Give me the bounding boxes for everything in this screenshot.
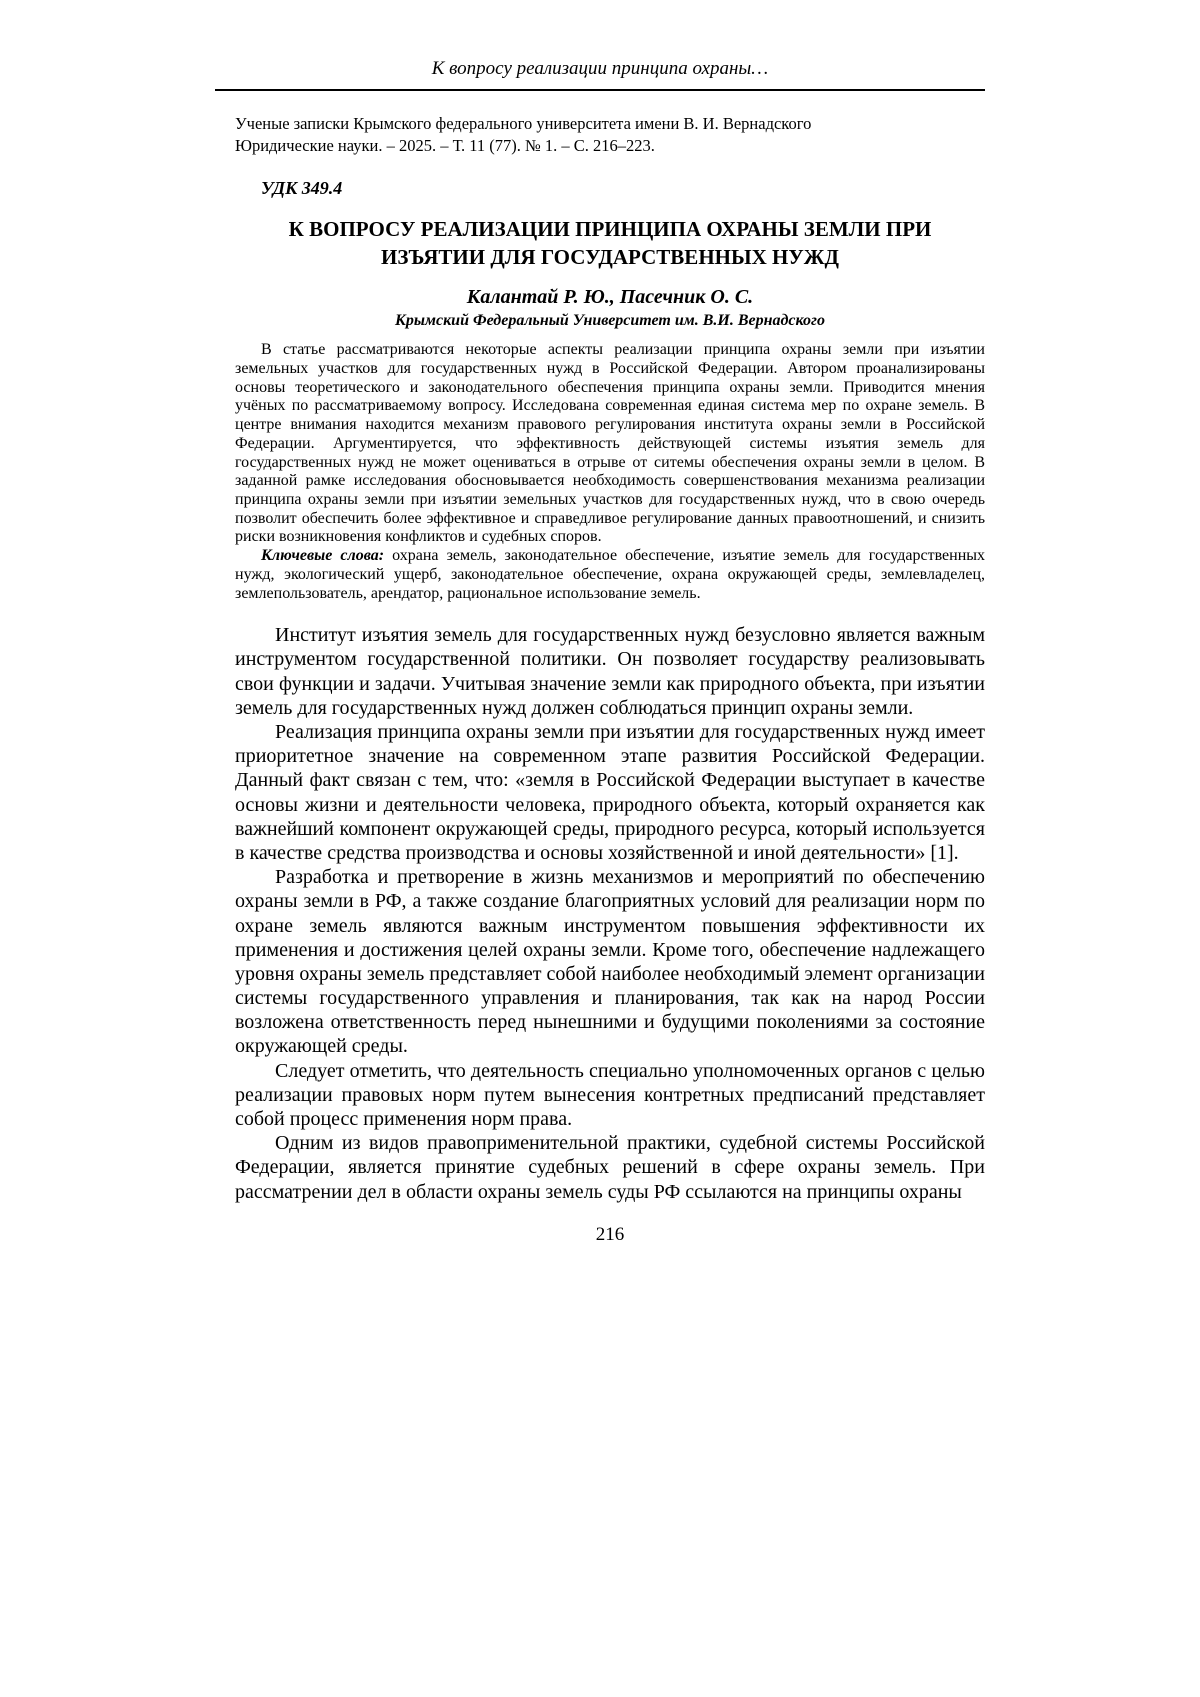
page-number: 216	[595, 1223, 625, 1245]
keywords-paragraph	[235, 547, 985, 603]
article-body	[235, 623, 985, 1204]
abstract-text: В статье рассматриваются некоторые аспекты реализации принципа охраны земли при изъятии земельных участков для государственных нужд в Российской Федерации. Автором проанализированы основы теоретического и законодательного обеспечения принципа охраны земли. Приводится мнения учёных по рассматриваемому вопросу. Исследована современная единая система мер по охране земель. В центре внимания находится механизм правового регулирования института охраны земли в Российской Федерации. Аргументируется, что эффективность действующей системы изъятия земель для государственных нужд не может оцениваться в отрыве от ситемы обеспечения охраны земли в целом. В заданной рамке исследования обосновывается необходимость совершенствования механизма реализации принципа охраны земли при изъятии земельных участков для государственных нужд, что в свою очередь позволит обеспечить более эффективное и справедливое регулирование данных правоотношений, и снизить риски возникновения конфликтов и судебных споров.	[235, 341, 985, 546]
keywords-label: Ключевые слова:	[261, 547, 385, 565]
body-paragraph: Реализация принципа охраны земли при изъятии для государственных нужд имеет приоритетное значение на современном этапе развития Российской Федерации. Данный факт связан с тем, что: «земля в Российской Федерации выступает в качестве основы жизни и деятельности человека, природного объекта, который охраняется как важнейший компонент окружающей среды, природного ресурса, который используется в качестве средства производства и основы хозяйственной и иной деятельности» [1].	[235, 721, 985, 864]
journal-citation-line1: Ученые записки Крымского федерального университета имени В. И. Вернадского	[235, 114, 812, 133]
body-paragraph: Институт изъятия земель для государственных нужд безусловно является важным инструментом государственной политики. Он позволяет государству реализовывать свои функции и задачи. Учитывая значение земли как природного объекта, при изъятии земель для государственных нужд должен соблюдаться принцип охраны земли.	[235, 624, 985, 719]
running-head: К вопросу реализации принципа охраны…	[215, 58, 985, 91]
keywords-text: охрана земель, законодательное обеспечение, изъятие земель для государственных нужд, экологический ущерб, законодательное обеспечение, охрана окружающей среды, землевладелец, землепользователь, арендатор, рациональное использование земель.	[235, 547, 986, 602]
article-affiliation: Крымский Федеральный Университет им. В.И. Вернадского	[395, 312, 825, 330]
article-authors: Калантай Р. Ю., Пасечник О. С.	[466, 286, 754, 309]
body-paragraph: Следует отметить, что деятельность специально уполномоченных органов с целью реализации правовых норм путем вынесения контретных предписаний представляет собой процесс применения норм права.	[235, 1059, 985, 1131]
abstract-block	[235, 341, 985, 603]
udc-code: УДК 349.4	[261, 177, 343, 198]
page-content	[235, 58, 985, 1246]
body-paragraph: Одним из видов правоприменительной практики, судебной системы Российской Федерации, является принятие судебных решений в сфере охраны земель. При рассматрении дел в области охраны земель суды РФ ссылаются на принципы охраны	[235, 1132, 985, 1203]
article-title: К ВОПРОСУ РЕАЛИЗАЦИИ ПРИНЦИПА ОХРАНЫ ЗЕМЛИ ПРИ ИЗЪЯТИИ ДЛЯ ГОСУДАРСТВЕННЫХ НУЖД	[288, 216, 932, 269]
journal-citation	[235, 113, 985, 158]
body-paragraph: Разработка и претворение в жизнь механизмов и мероприятий по обеспечению охраны земли в РФ, а также создание благоприятных условий для реализации норм по охране земель являются важным инструментом повышения эффективности их применения и достижения целей охраны земли. Кроме того, обеспечение надлежащего уровня охраны земель представляет собой наиболее необходимый элемент организации системы государственного управления и планирования, так как на народ России возложена ответственность перед нынешними и будущими поколениями за состояние окружающей среды.	[235, 866, 985, 1058]
journal-citation-line2: Юридические науки. – 2025. – Т. 11 (77). № 1. – С. 216–223.	[235, 136, 655, 156]
